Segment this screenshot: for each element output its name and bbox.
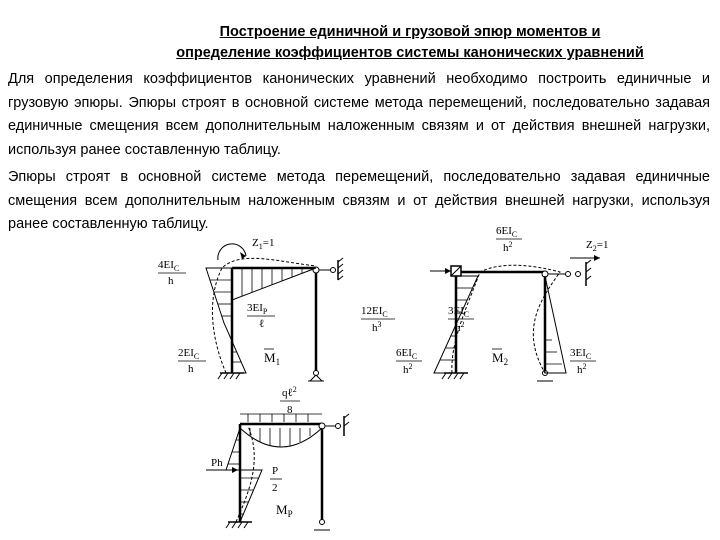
label-top-den: $h^2$ bbox=[503, 240, 513, 254]
fixed-support-icon bbox=[218, 373, 244, 379]
paragraph-2: Эпюры строят в основной системе метода перемещений, последовательно задавая единичные смещения всем дополнительным наложенным связям и от действия внешней нагрузки, используя ранее составленную таблицу. bbox=[8, 169, 710, 232]
label-ph: Ph bbox=[211, 457, 223, 469]
label-2eic: $2EI_C$ bbox=[178, 347, 200, 361]
label-p: P bbox=[272, 465, 279, 477]
label-4eic-den: h bbox=[168, 275, 174, 287]
diagram-m1-label: $M_1$ bbox=[264, 350, 281, 367]
label-12eic-den: $h^3$ bbox=[372, 320, 382, 334]
z2-label: $Z_2=1$ bbox=[586, 239, 609, 253]
pin-support-icon bbox=[308, 371, 324, 382]
label-2eic-den: h bbox=[188, 363, 194, 375]
z1-label: $Z_1=1$ bbox=[252, 237, 275, 251]
diagram-mp bbox=[206, 385, 349, 530]
label-p-den: 2 bbox=[272, 482, 278, 494]
right-column-moment-diagram bbox=[545, 276, 566, 373]
pin-support-icon bbox=[314, 520, 330, 531]
hinge-link-icon bbox=[542, 260, 591, 286]
beam-moment-diagram bbox=[232, 268, 316, 300]
diagram-m2-label: $M_2$ bbox=[492, 350, 509, 367]
label-12eic: $12EI_C$ bbox=[361, 305, 388, 319]
hinge-link-icon bbox=[319, 414, 349, 436]
title-line-2: определение коэффициентов системы канонических уравнений bbox=[176, 45, 644, 61]
title-line-1: Построение единичной и грузовой эпюр моментов и bbox=[219, 24, 601, 40]
label-4eic: $4EI_C$ bbox=[158, 259, 180, 273]
label-3eip-den: ℓ bbox=[259, 318, 265, 330]
label-bottom-right: $3EI_C$ bbox=[570, 347, 592, 361]
fixed-support-icon bbox=[442, 373, 468, 379]
paragraph-1: Для определения коэффициентов канонических уравнений необходимо построить единичные и грузовую эпюры. Эпюры строят в основной системе метода перемещений, последовательно задавая единичные смещения всем дополнительным наложенным связям и от действия внешней нагрузки, используя ранее составленную таблицу. bbox=[8, 71, 710, 158]
diagram-m2 bbox=[361, 225, 608, 381]
diagram-mp-label: $M_P$ bbox=[276, 502, 293, 519]
diagram-m1 bbox=[158, 237, 343, 381]
label-bottom-left-den: $h^2$ bbox=[403, 362, 413, 376]
label-ql2: qℓ$^2$ bbox=[282, 385, 297, 399]
label-inner: $3EI_C$ bbox=[448, 305, 470, 319]
label-bottom-left: $6EI_C$ bbox=[396, 347, 418, 361]
column-moment-diagram bbox=[206, 268, 246, 373]
label-inner-den: $h^2$ bbox=[455, 320, 465, 334]
label-top: $6EI_C$ bbox=[496, 225, 518, 239]
column-moment-diagram bbox=[226, 428, 262, 522]
fixed-support-icon bbox=[226, 522, 252, 528]
distributed-load-icon bbox=[240, 414, 322, 422]
label-ql2-den: 8 bbox=[287, 404, 293, 416]
label-bottom-right-den: $h^2$ bbox=[577, 362, 587, 376]
label-3eip: $3EI_P$ bbox=[247, 302, 268, 316]
hinge-link-icon bbox=[313, 258, 343, 280]
